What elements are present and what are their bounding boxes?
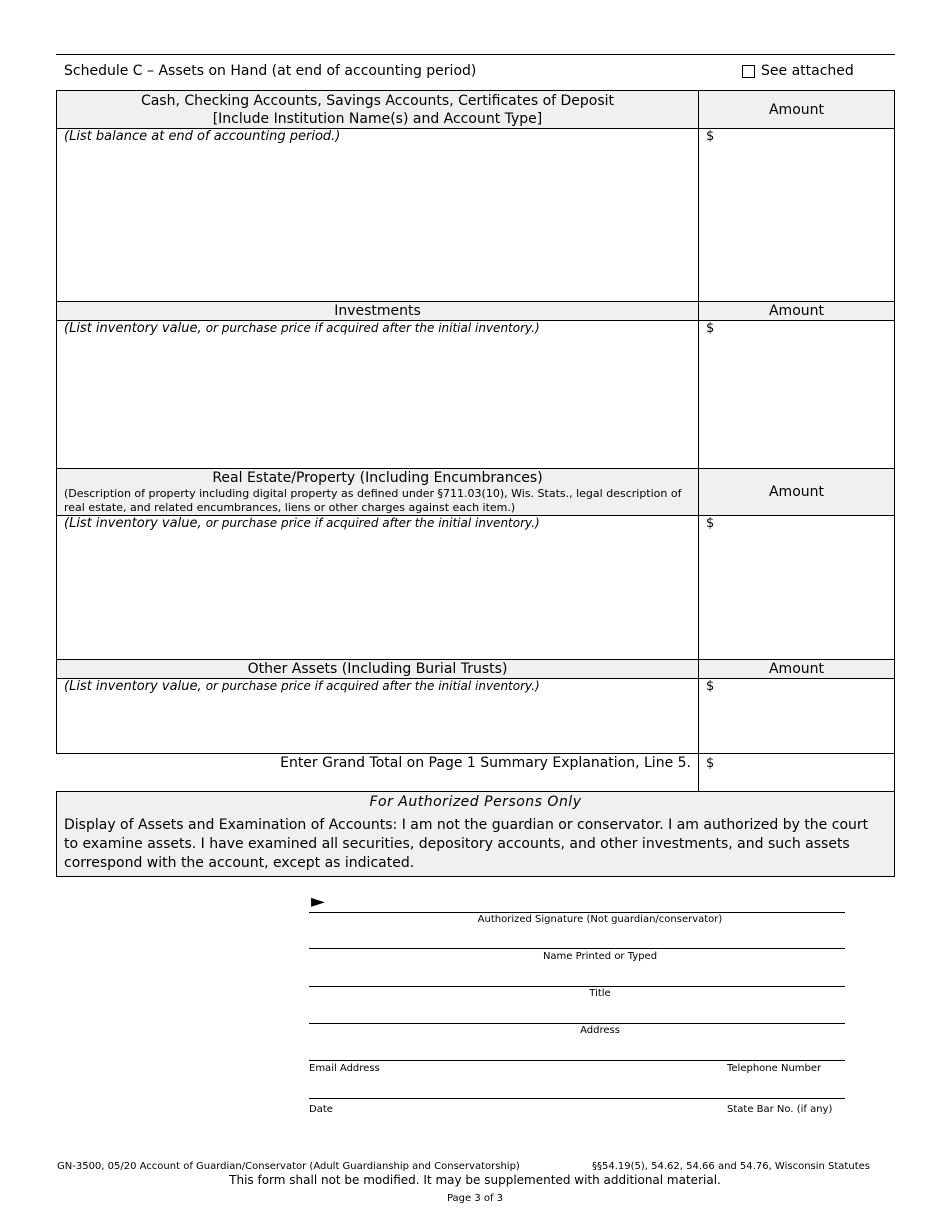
- authorized-statement: Display of Assets and Examination of Accounts: I am not the guardian or conservator. I am authorized by the court to examine assets. I have examined all securities, depository accounts, and other investments, and such assets correspond with the account, except as indicated.: [64, 817, 869, 871]
- grand-total-amount-field[interactable]: [698, 753, 895, 792]
- investments-dollar-sign: $: [706, 321, 715, 336]
- top-rule: [56, 54, 895, 55]
- date-label: Date: [309, 1104, 333, 1115]
- footer-notice: This form shall not be modified. It may be supplemented with additional material.: [229, 1173, 721, 1187]
- email-label: Email Address: [309, 1063, 380, 1074]
- investments-entry-area[interactable]: [56, 320, 699, 469]
- name-label: Name Printed or Typed: [542, 951, 658, 962]
- investments-instruction-main: (List inventory value,: [64, 321, 202, 336]
- authorized-persons-box: [56, 791, 895, 877]
- see-attached-checkbox[interactable]: [742, 65, 755, 78]
- cash-amount-header: Amount: [698, 90, 895, 129]
- cash-header-line2: [Include Institution Name(s) and Account Type]: [212, 111, 543, 127]
- other-assets-amount-header: Amount: [698, 659, 895, 679]
- grand-total-dollar-sign: $: [706, 756, 715, 771]
- footer-form-id: GN-3500, 05/20 Account of Guardian/Conservator (Adult Guardianship and Conservatorship): [57, 1161, 520, 1172]
- cash-entry-area[interactable]: [56, 128, 699, 302]
- real-estate-amount-field[interactable]: [698, 515, 895, 660]
- name-line[interactable]: [309, 948, 845, 949]
- address-line[interactable]: [309, 1023, 845, 1024]
- real-estate-header-note: (Description of property including digital property as defined under §711.03(10), Wis. Stats., legal description of real estate, and related encumbrances, liens or other charges against each item.): [64, 487, 682, 514]
- signature-line[interactable]: [309, 912, 845, 913]
- see-attached-label: See attached: [761, 63, 854, 79]
- cash-header-line1: Cash, Checking Accounts, Savings Accounts, Certificates of Deposit: [140, 93, 615, 109]
- title-label: Title: [589, 988, 611, 999]
- other-assets-instruction-main: (List inventory value,: [64, 679, 202, 694]
- cash-amount-field[interactable]: [698, 128, 895, 302]
- date-bar-line[interactable]: [309, 1098, 845, 1099]
- investments-amount-field[interactable]: [698, 320, 895, 469]
- address-label: Address: [580, 1025, 620, 1036]
- email-phone-line[interactable]: [309, 1060, 845, 1061]
- cash-header: [56, 90, 699, 129]
- schedule-title: Schedule C – Assets on Hand (at end of accounting period): [64, 63, 477, 79]
- real-estate-instruction-small: or purchase price if acquired after the initial inventory.): [205, 516, 540, 530]
- investments-amount-header: Amount: [698, 301, 895, 321]
- other-assets-amount-field[interactable]: [698, 678, 895, 754]
- state-bar-label: State Bar No. (if any): [727, 1104, 833, 1115]
- signature-label: Authorized Signature (Not guardian/conservator): [477, 914, 723, 925]
- cash-dollar-sign: $: [706, 129, 715, 144]
- other-assets-dollar-sign: $: [706, 679, 715, 694]
- real-estate-amount-header: Amount: [698, 468, 895, 516]
- title-line[interactable]: [309, 986, 845, 987]
- investments-header: Investments: [56, 301, 699, 321]
- footer-statutes: §§54.19(5), 54.62, 54.66 and 54.76, Wisconsin Statutes: [592, 1161, 870, 1172]
- real-estate-instruction-main: (List inventory value,: [64, 516, 202, 531]
- other-assets-header: Other Assets (Including Burial Trusts): [56, 659, 699, 679]
- real-estate-header: [56, 468, 699, 516]
- cash-instruction: (List balance at end of accounting period.): [64, 129, 341, 144]
- real-estate-header-title: Real Estate/Property (Including Encumbrances): [212, 470, 543, 486]
- other-assets-instruction-small: or purchase price if acquired after the initial inventory.): [205, 679, 540, 693]
- grand-total-label: Enter Grand Total on Page 1 Summary Explanation, Line 5.: [280, 755, 691, 771]
- see-attached-option[interactable]: [742, 63, 854, 79]
- footer-page-number: Page 3 of 3: [446, 1193, 504, 1204]
- authorized-title: For Authorized Persons Only: [369, 794, 582, 810]
- real-estate-dollar-sign: $: [706, 516, 715, 531]
- other-assets-entry-area[interactable]: [56, 678, 699, 754]
- phone-label: Telephone Number: [727, 1063, 822, 1074]
- real-estate-entry-area[interactable]: [56, 515, 699, 660]
- signature-arrow-icon: ►: [311, 891, 325, 912]
- investments-instruction-small: or purchase price if acquired after the initial inventory.): [205, 321, 540, 335]
